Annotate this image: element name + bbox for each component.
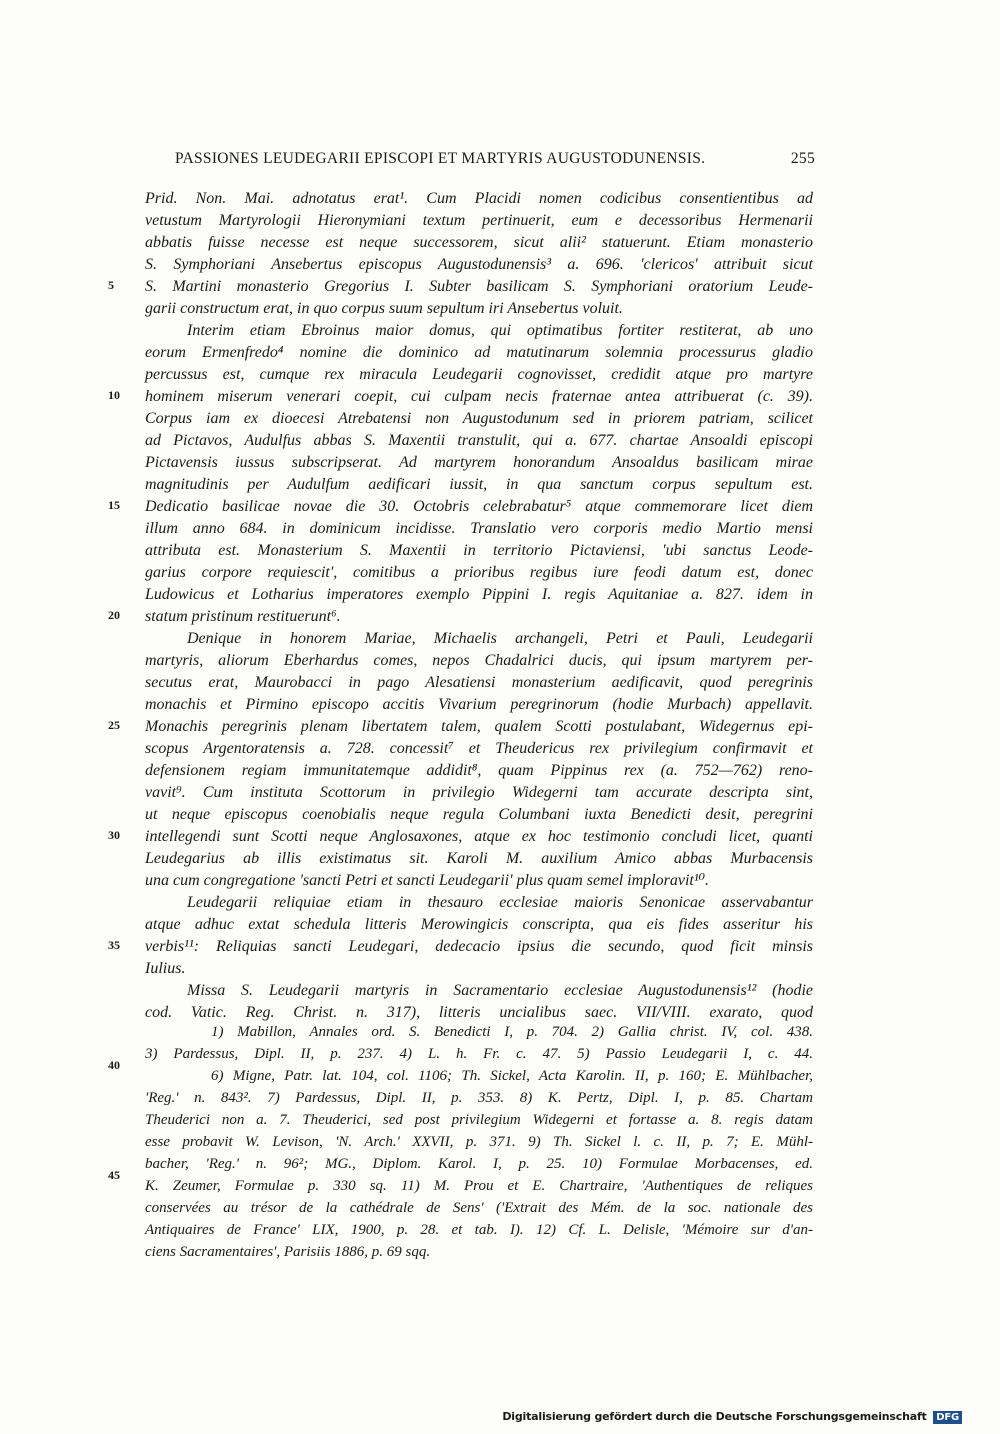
text-line: [145, 562, 813, 584]
line-number: 25: [108, 718, 120, 732]
text-line: [145, 958, 813, 980]
footnote-line: [145, 1241, 813, 1263]
text-line-content: Leudegarii reliquiae etiam in thesauro ecclesiae maioris Senonicae asservabantur: [187, 894, 813, 911]
text-line: [145, 232, 813, 254]
digitization-credit: [502, 1410, 962, 1424]
line-number: 30: [108, 828, 120, 842]
text-line-content: Monachis peregrinis plenam libertatem talem, qualem Scotti postulabant, Widegernus epi-: [145, 718, 813, 735]
text-line-content: defensionem regiam immunitatemque addidit⁸, quam Pippinus rex (a. 752—762) reno-: [145, 762, 813, 779]
text-line: [145, 452, 813, 474]
text-line-content: Leudegarius ab illis existimatus sit. Karoli M. auxilium Amico abbas Murbacensis: [145, 850, 813, 867]
page-number: 255: [790, 150, 815, 167]
footnote-line-content: esse probavit W. Levison, 'N. Arch.' XXVII, p. 371. 9) Th. Sickel l. c. II, p. 7; E. Mühl-: [145, 1134, 813, 1150]
text-line: [145, 914, 813, 936]
text-line: [145, 936, 813, 958]
footnote-line: [145, 1175, 813, 1197]
footnote-line-content: 3) Pardessus, Dipl. II, p. 237. 4) L. h. Fr. c. 47. 5) Passio Leudegarii I, c. 44.: [145, 1046, 813, 1062]
footnote-line-content: 6) Migne, Patr. lat. 104, col. 1106; Th. Sickel, Acta Karolin. II, p. 160; E. Mühlbacher,: [211, 1068, 813, 1084]
text-line-content: Denique in honorem Mariae, Michaelis archangeli, Petri et Pauli, Leudegarii: [187, 630, 813, 647]
text-line-content: garii constructum erat, in quo corpus suum sepultum iri Ansebertus voluit.: [145, 300, 623, 317]
text-line-content: Dedicatio basilicae novae die 30. Octobris celebrabatur⁵ atque commemorare licet diem: [145, 498, 813, 515]
text-line: [145, 188, 813, 210]
text-line-content: martyris, aliorum Eberhardus comes, nepos Chadalrici ducis, qui ipsum martyrem per-: [145, 652, 813, 669]
text-line-content: Iulius.: [145, 960, 186, 977]
footnote-line: [145, 1153, 813, 1175]
footnote-line-content: K. Zeumer, Formulae p. 330 sq. 11) M. Prou et E. Chartraire, 'Authentiques de reliques: [145, 1178, 813, 1194]
footnote-line-content: 'Reg.' n. 843². 7) Pardessus, Dipl. II, p. 353. 8) K. Pertz, Dipl. I, p. 85. Chartam: [145, 1090, 813, 1106]
text-line-content: attributa est. Monasterium S. Maxentii in territorio Pictaviensi, 'ubi sanctus Leode-: [145, 542, 813, 559]
text-line: [145, 716, 813, 738]
text-line: [145, 518, 813, 540]
footnote-line: [145, 1021, 813, 1043]
text-line: [145, 738, 813, 760]
text-line-content: percussus est, cumque rex miracula Leudegarii cognovisset, credidit atque pro martyre: [145, 366, 813, 383]
text-line: [145, 892, 813, 914]
text-line: [145, 870, 813, 892]
text-line-content: statum pristinum restituerunt⁶.: [145, 608, 341, 625]
footnote-line-content: Theuderici non a. 7. Theuderici, sed post privilegium Widegerni et fortasse a. 8. regis datam: [145, 1112, 813, 1128]
text-line-content: una cum congregatione 'sancti Petri et sancti Leudegarii' plus quam semel imploravit¹⁰.: [145, 872, 710, 889]
text-line: [145, 474, 813, 496]
text-line-content: Missa S. Leudegarii martyris in Sacramentario ecclesiae Augustodunensis¹² (hodie: [187, 982, 813, 999]
text-line: [145, 650, 813, 672]
dfg-logo: DFG: [933, 1411, 962, 1424]
text-line: [145, 320, 813, 342]
text-line-content: S. Symphoriani Ansebertus episcopus Augustodunensis³ a. 696. 'clericos' attribuit sicut: [145, 256, 813, 273]
text-line: [145, 584, 813, 606]
text-line: [145, 606, 813, 628]
text-line: [145, 342, 813, 364]
text-line: [145, 386, 813, 408]
text-line: [145, 980, 813, 1002]
text-line-content: intellegendi sunt Scotti neque Anglosaxones, atque ex hoc testimonio concludi licet, quanti: [145, 828, 813, 845]
text-line-content: ut neque episcopus coenobialis neque regula Columbani iuxta Benedicti desit, peregrini: [145, 806, 813, 823]
footnote-line: [145, 1131, 813, 1153]
text-line: [145, 782, 813, 804]
text-line: [145, 760, 813, 782]
credit-text: Digitalisierung gefördert durch die Deutsche Forschungsgemeinschaft: [502, 1410, 927, 1423]
line-number: 40: [108, 1058, 120, 1072]
text-line: [145, 430, 813, 452]
footnote-line: [145, 1043, 813, 1065]
running-title: PASSIONES LEUDEGARII EPISCOPI ET MARTYRIS AUGUSTODUNENSIS.: [175, 150, 706, 167]
text-line: [145, 826, 813, 848]
text-line-content: garius corpore requiescit', comitibus a prioribus regibus iure feodi datum est, donec: [145, 564, 813, 581]
text-line: [145, 298, 813, 320]
line-number: 35: [108, 938, 120, 952]
footnote-line: [145, 1219, 813, 1241]
text-line-content: scopus Argentoratensis a. 728. concessit⁷ et Theudericus rex privilegium confirmavit et: [145, 740, 813, 757]
line-number: 10: [108, 388, 120, 402]
footnote-line: [145, 1087, 813, 1109]
text-line: [145, 210, 813, 232]
footnote-line: [145, 1065, 813, 1087]
footnote-line-content: 1) Mabillon, Annales ord. S. Benedicti I, p. 704. 2) Gallia christ. IV, col. 438.: [211, 1024, 813, 1040]
text-line-content: vetustum Martyrologii Hieronymiani textum pertinuerit, eum e decessoribus Hermenarii: [145, 212, 813, 229]
text-line: [145, 496, 813, 518]
text-line-content: verbis¹¹: Reliquias sancti Leudegari, dedecacio ipsius die secundo, quod ficit minsis: [145, 938, 813, 955]
running-header: [175, 150, 815, 168]
text-line-content: secutus erat, Maurobacci in pago Alesatiensi monasterium aedificavit, quod peregrinis: [145, 674, 813, 691]
text-line-content: Corpus iam ex dioecesi Atrebatensi non Augustodunum sed in priorem patriam, scilicet: [145, 410, 813, 427]
text-line-content: hominem miserum venerari coepit, cui culpam necis fraternae antea attribuerat (c. 39).: [145, 388, 813, 405]
line-number: 45: [108, 1168, 120, 1182]
text-line: [145, 848, 813, 870]
text-line-content: S. Martini monasterio Gregorius I. Subter basilicam S. Symphoriani oratorium Leude-: [145, 278, 813, 295]
text-line: [145, 628, 813, 650]
text-line-content: abbatis fuisse necesse est neque successorem, sicut alii² statuerunt. Etiam monasterio: [145, 234, 813, 251]
text-line-content: cod. Vatic. Reg. Christ. n. 317), litteris uncialibus saec. VII/VIII. exarato, quod: [145, 1004, 813, 1021]
text-line-content: ad Pictavos, Audulfus abbas S. Maxentii transtulit, qui a. 677. chartae Ansoaldi episcopi: [145, 432, 813, 449]
footnote-line: [145, 1109, 813, 1131]
footnote-line-content: Antiquaires de France' LIX, 1900, p. 28. et tab. I). 12) Cf. L. Delisle, 'Mémoire sur d'an-: [145, 1222, 813, 1238]
footnote-line-content: bacher, 'Reg.' n. 96²; MG., Diplom. Karol. I, p. 25. 10) Formulae Morbacenses, ed.: [145, 1156, 813, 1172]
text-line-content: eorum Ermenfredo⁴ nomine die dominico ad matutinarum solemnia processurus gladio: [145, 344, 813, 361]
text-line: [145, 408, 813, 430]
text-line-content: magnitudinis per Audulfum aedificari iussit, in qua sanctum corpus sepultum est.: [145, 476, 813, 493]
line-number: 20: [108, 608, 120, 622]
text-line: [145, 254, 813, 276]
footnote-line-content: ciens Sacramentaires', Parisiis 1886, p. 69 sqq.: [145, 1244, 431, 1260]
footnote-line: [145, 1197, 813, 1219]
text-line: [145, 540, 813, 562]
text-line-content: atque adhuc extat schedula litteris Merowingicis conscripta, qua eis fides asseritur his: [145, 916, 813, 933]
text-line-content: monachis et Pirmino episcopo accitis Vivarium peregrinorum (hodie Murbach) appellavit.: [145, 696, 813, 713]
text-line-content: Pictavensis iussus subscripserat. Ad martyrem honorandum Ansoaldus basilicam mirae: [145, 454, 813, 471]
text-line: [145, 672, 813, 694]
footnote-line-content: conservées au trésor de la cathédrale de Sens' ('Extrait des Mém. de la soc. nationale des: [145, 1200, 813, 1216]
text-line-content: Interim etiam Ebroinus maior domus, qui optimatibus fortiter restiterat, ab uno: [187, 322, 813, 339]
text-line: [145, 804, 813, 826]
text-line-content: illum anno 684. in dominicum incidisse. Translatio vero corporis medio Martio mensi: [145, 520, 813, 537]
line-number: 15: [108, 498, 120, 512]
text-line-content: vavit⁹. Cum instituta Scottorum in privilegio Widegerni tam accurate descripta sint,: [145, 784, 813, 801]
text-line: [145, 276, 813, 298]
text-line: [145, 364, 813, 386]
text-line-content: Ludowicus et Lotharius imperatores exemplo Pippini I. regis Aquitaniae a. 827. idem in: [145, 586, 813, 603]
text-line-content: Prid. Non. Mai. adnotatus erat¹. Cum Placidi nomen codicibus consentientibus ad: [145, 190, 813, 207]
line-number: 5: [108, 278, 114, 292]
text-line: [145, 694, 813, 716]
